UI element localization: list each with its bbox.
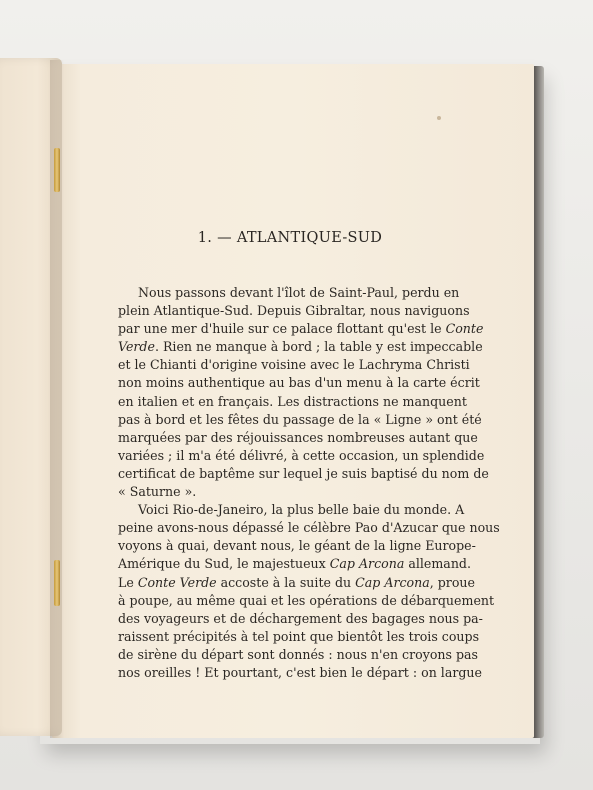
text-line: en italien et en français. Les distractions ne manquent: [118, 393, 467, 409]
paper-speck: [437, 116, 441, 120]
text-line: « Saturne ».: [118, 484, 197, 500]
text-line: raissent précipités à tel point que bientôt les trois coups: [118, 628, 480, 644]
text-line: marquées par des réjouissances nombreuses autant que: [118, 429, 478, 445]
text-line: Voici Rio-de-Janeiro, la plus belle baie du monde. A: [138, 502, 465, 518]
text-line: des voyageurs et de déchargement des bagages nous pa-: [118, 610, 483, 626]
text-line: plein Atlantique-Sud. Depuis Gibraltar, nous naviguons: [118, 303, 470, 319]
text-line: nos oreilles ! Et pourtant, c'est bien le départ : on largue: [118, 664, 482, 680]
chapter-title: [120, 230, 460, 246]
text-line: par une mer d'huile sur ce palace flottant qu'est le Conte: [118, 321, 484, 337]
body-text: [118, 284, 500, 682]
text-line: pas à bord et les fêtes du passage de la « Ligne » ont été: [118, 411, 482, 427]
staple-top-icon: [54, 148, 60, 192]
staple-bottom-icon: [54, 560, 60, 606]
text-line: Amérique du Sud, le majestueux Cap Arcona allemand.: [118, 556, 471, 572]
text-line: à poupe, au même quai et les opérations de débarquement: [118, 592, 495, 608]
text-line: et le Chianti d'origine voisine avec le Lachryma Christi: [118, 357, 470, 373]
text-line: Le Conte Verde accoste à la suite du Cap Arcona, proue: [118, 574, 475, 590]
chapter-dash: —: [217, 230, 232, 246]
text-line: Verde. Rien ne manque à bord ; la table y est impeccable: [118, 339, 483, 355]
text-line: de sirène du départ sont donnés : nous n'en croyons pas: [118, 646, 479, 662]
text-line: variées ; il m'a été délivré, à cette occasion, un splendide: [118, 447, 485, 463]
text-line: certificat de baptême sur lequel je suis baptisé du nom de: [118, 465, 489, 481]
text-line: voyons à quai, devant nous, le géant de la ligne Europe-: [118, 538, 476, 554]
chapter-name: ATLANTIQUE-SUD: [236, 230, 383, 246]
chapter-number: 1.: [197, 230, 213, 246]
text-line: peine avons-nous dépassé le célèbre Pao d'Azucar que nous: [118, 520, 500, 536]
text-line: non moins authentique au bas d'un menu à la carte écrit: [118, 375, 480, 391]
text-line: Nous passons devant l'îlot de Saint-Paul, perdu en: [138, 285, 460, 300]
